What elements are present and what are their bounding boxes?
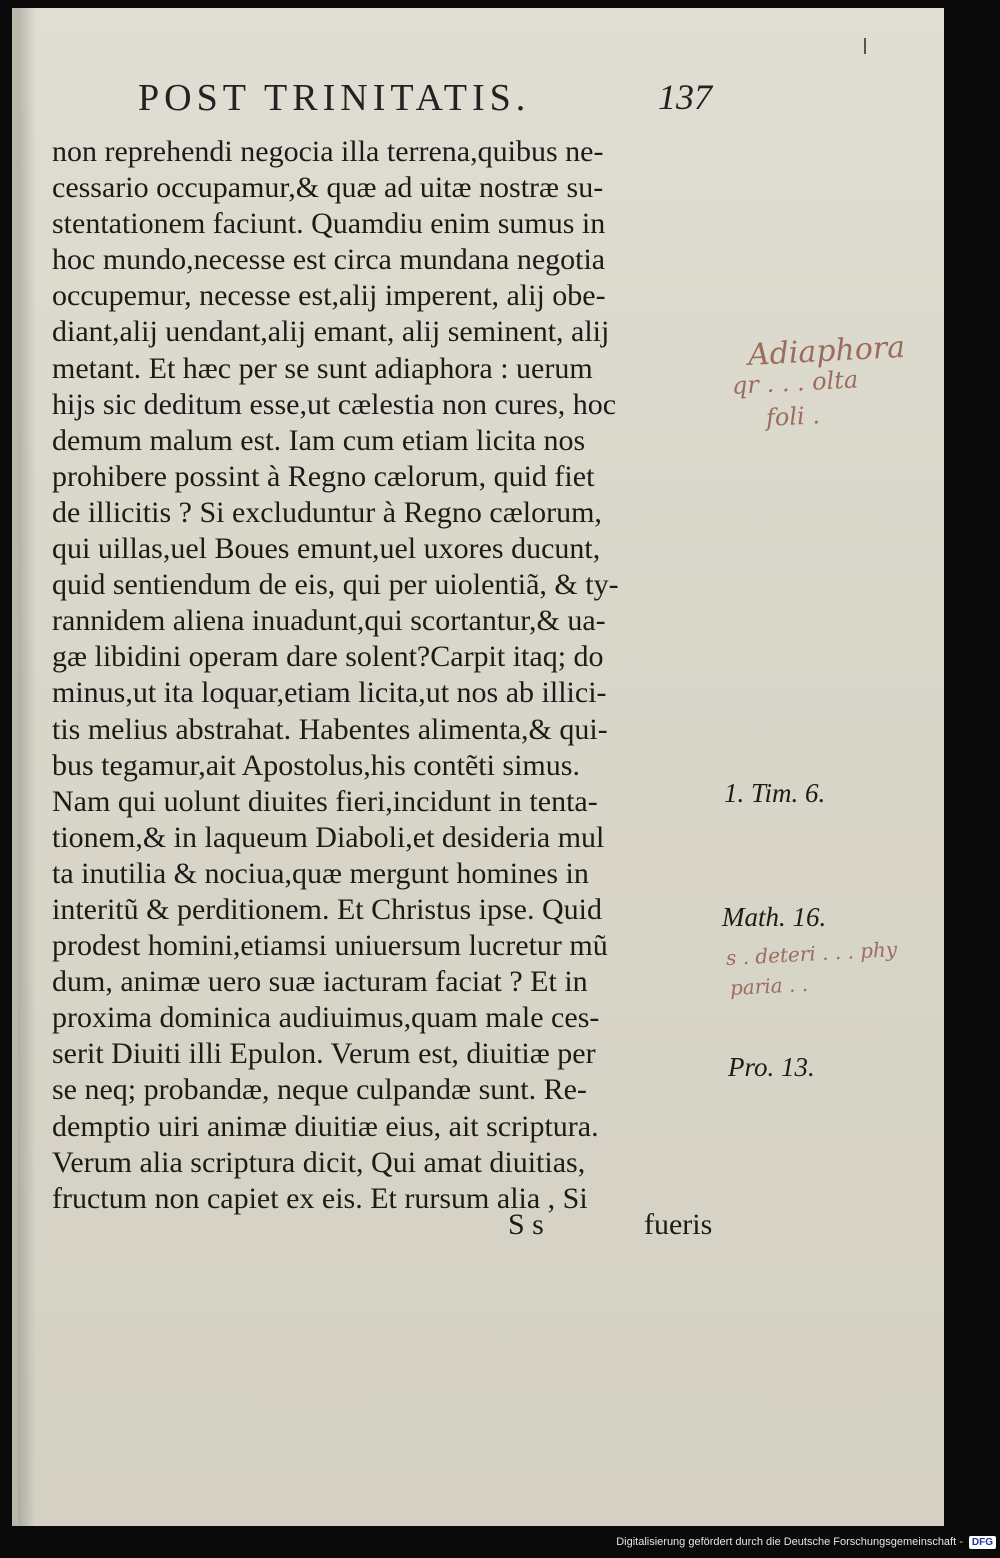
page-mark xyxy=(864,38,866,54)
handwritten-annotation: qr . . . olta xyxy=(731,365,859,400)
handwritten-annotation: paria . . xyxy=(729,971,809,1000)
marginal-note: Math. 16. xyxy=(722,902,827,932)
dfg-logo: DFG xyxy=(969,1536,996,1549)
text-line: ta inutilia & nociua,quæ mergunt homines in xyxy=(52,856,589,890)
signature-mark: S s xyxy=(508,1208,544,1241)
text-line: de illicitis ? Si excluduntur à Regno cælorum, xyxy=(52,495,602,529)
text-line: tis melius abstrahat. Habentes alimenta,& qui- xyxy=(52,712,608,746)
text-line: rannidem aliena inuadunt,qui scortantur,& ua- xyxy=(52,604,606,638)
text-line: minus,ut ita loquar,etiam licita,ut nos ab illici- xyxy=(52,676,607,710)
text-line: prodest homini,etiamsi uniuersum lucretur mũ xyxy=(52,929,608,963)
text-line: dum, animæ uero suæ iacturam faciat ? Et in xyxy=(52,965,588,999)
handwritten-annotation: foli . xyxy=(765,401,821,432)
text-line: gæ libidini operam dare solent?Carpit itaq; do xyxy=(52,640,604,674)
marginal-note: 1. Tim. 6. xyxy=(724,778,826,808)
text-line: prohibere possint à Regno cælorum, quid fiet xyxy=(52,459,595,493)
text-line: demum malum est. Iam cum etiam licita nos xyxy=(52,423,586,457)
text-line: hijs sic deditum esse,ut cælestia non cures, hoc xyxy=(52,387,617,421)
text-line: fructum non capiet ex eis. Et rursum alia , Si xyxy=(52,1181,588,1215)
text-line: hoc mundo,necesse est circa mundana negotia xyxy=(52,243,606,277)
book-page xyxy=(12,8,944,1526)
catchword: fueris xyxy=(644,1208,713,1241)
text-line: metant. Et hæc per se sunt adiaphora : uerum xyxy=(52,351,593,385)
text-line: qui uillas,uel Boues emunt,uel uxores ducunt, xyxy=(52,532,601,566)
text-line: tionem,& in laqueum Diaboli,et desideria mul xyxy=(52,820,605,854)
text-line: Nam qui uolunt diuites fieri,incidunt in tenta- xyxy=(52,784,598,818)
text-line: cessario occupamur,& quæ ad uitæ nostræ su- xyxy=(52,171,604,205)
text-line: Verum alia scriptura dicit, Qui amat diuitias, xyxy=(52,1145,586,1179)
digitization-credit xyxy=(616,1530,996,1554)
page-shadow xyxy=(18,8,36,1526)
text-line: diant,alij uendant,alij emant, alij seminent, alij xyxy=(52,315,610,349)
text-line: interitũ & perditionem. Et Christus ipse. Quid xyxy=(52,892,602,926)
text-line: quid sentiendum de eis, qui per uiolentiã, & ty- xyxy=(52,568,619,602)
handwritten-annotation: s . deteri . . . phy xyxy=(725,937,898,970)
text-line: stentationem faciunt. Quamdiu enim sumus in xyxy=(52,207,606,241)
text-line: se neq; probandæ, neque culpandæ sunt. Re- xyxy=(52,1073,587,1107)
text-line: proxima dominica audiuimus,quam male ces- xyxy=(52,1001,600,1035)
text-line: serit Diuiti illi Epulon. Verum est, diuitiæ per xyxy=(52,1037,596,1071)
marginal-note: Pro. 13. xyxy=(728,1052,815,1082)
text-line: non reprehendi negocia illa terrena,quibus ne- xyxy=(52,135,604,168)
running-head: POST TRINITATIS. xyxy=(138,77,531,119)
body-text xyxy=(52,134,732,1217)
credit-text: Digitalisierung gefördert durch die Deutsche Forschungsgemeinschaft - xyxy=(616,1536,963,1548)
text-line: occupemur, necesse est,alij imperent, alij obe- xyxy=(52,279,606,313)
text-line: demptio uiri animæ diuitiæ eius, ait scriptura. xyxy=(52,1109,599,1143)
handwritten-annotation: Adiaphora xyxy=(747,329,906,373)
page-number: 137 xyxy=(658,77,712,117)
text-line: bus tegamur,ait Apostolus,his contẽti simus. xyxy=(52,748,580,782)
